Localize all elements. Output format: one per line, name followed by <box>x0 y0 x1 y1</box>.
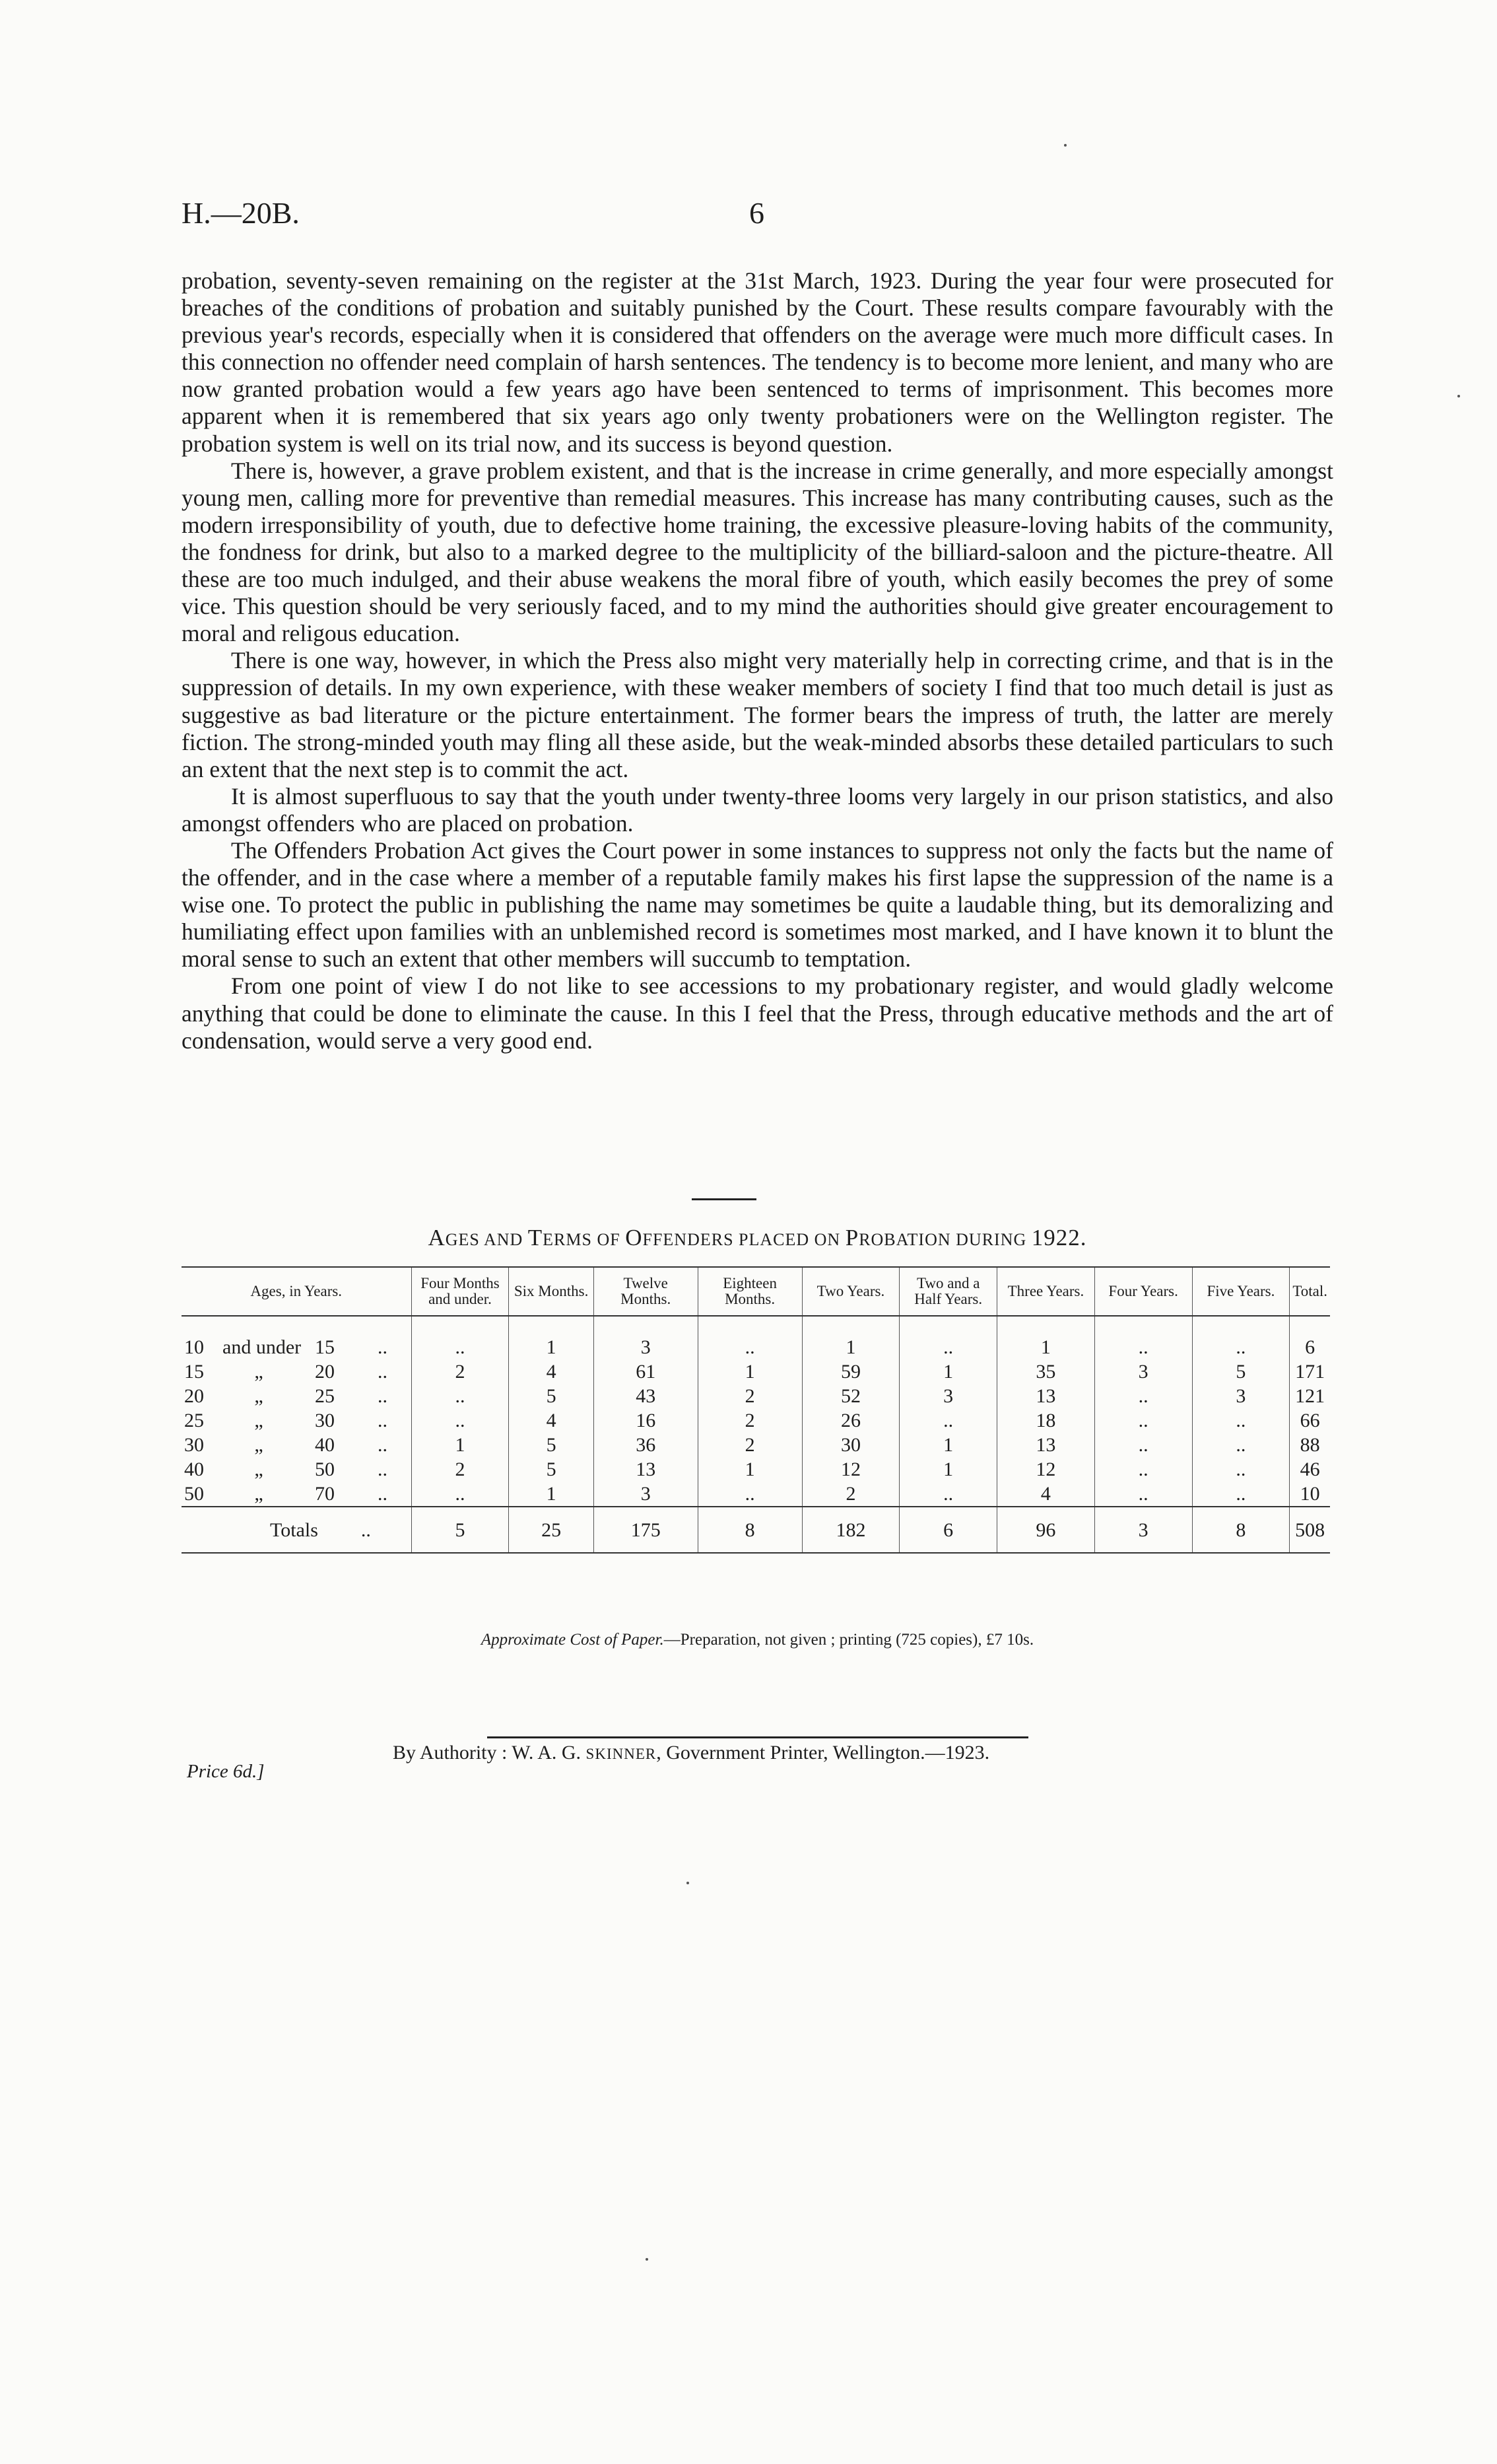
paper-speck <box>1457 395 1460 397</box>
column-header: Total. <box>1290 1267 1330 1316</box>
age-range-cell: 50 „ 70 .. <box>184 1483 387 1505</box>
cost-note-label: Approximate Cost of Paper. <box>481 1631 664 1649</box>
table-cell: 2 <box>411 1359 509 1384</box>
table-cell: 35 <box>997 1359 1095 1384</box>
column-header: Ages, in Years. <box>182 1267 411 1316</box>
table-cell: 1 <box>509 1482 593 1507</box>
table-cell: .. <box>1192 1482 1290 1507</box>
table-cell: 3 <box>1192 1384 1290 1408</box>
total-cell: 508 <box>1290 1507 1330 1553</box>
table-cell: 5 <box>1192 1359 1290 1384</box>
price-note: Price 6d.] <box>187 1761 265 1782</box>
table-cell: 2 <box>411 1457 509 1482</box>
total-cell: 25 <box>509 1507 593 1553</box>
table-cell: 43 <box>593 1384 698 1408</box>
table-cell: .. <box>698 1316 802 1359</box>
table-cell: .. <box>1094 1384 1192 1408</box>
table-cell: 12 <box>997 1457 1095 1482</box>
table-cell: 36 <box>593 1433 698 1457</box>
table-cell: 1 <box>900 1359 997 1384</box>
column-header: Six Months. <box>509 1267 593 1316</box>
table-row <box>182 1482 1330 1507</box>
table-cell: .. <box>1094 1433 1192 1457</box>
printer-authority: By Authority : W. A. G. SKINNER, Government Printer, Wellington.—1923. <box>393 1742 990 1763</box>
paper-speck <box>646 2258 648 2261</box>
table-header-row <box>182 1267 1330 1316</box>
paragraph: The Offenders Probation Act gives the Court power in some instances to suppress not only the facts but the name of the offender, and in the case where a member of a reputable family makes his first lapse the suppression of the name is a wise one. To protect the public in publishing the name may sometimes be quite a laudable thing, but its demoralizing and humiliating effect upon families with an unblemished record is sometimes most marked, and I have known it to blunt the moral sense to such an extent that other members will succumb to temptation. <box>182 837 1333 973</box>
table-cell: 171 <box>1290 1359 1330 1384</box>
footer-divider <box>487 1736 1028 1738</box>
column-header: Four Months and under. <box>411 1267 509 1316</box>
table-cell: 4 <box>997 1482 1095 1507</box>
table-cell: .. <box>411 1316 509 1359</box>
probation-table <box>182 1266 1330 1554</box>
body-text <box>182 267 1333 1054</box>
table-cell: 3 <box>900 1384 997 1408</box>
table-cell: .. <box>698 1482 802 1507</box>
paper-speck <box>686 1882 689 1884</box>
table-cell: .. <box>1192 1408 1290 1433</box>
table-cell: 5 <box>509 1457 593 1482</box>
table-cell: 4 <box>509 1359 593 1384</box>
paragraph: There is one way, however, in which the Press also might very materially help in correcting crime, and that is in the suppression of details. In my own experience, with these weaker members of society I find that too much detail is just as suggestive as bad literature or the picture entertainment. The former bears the impress of truth, the latter are merely fiction. The strong-minded youth may fling all these aside, but the weak-minded absorbs these detailed particulars to such an extent that the next step is to commit the act. <box>182 647 1333 782</box>
table-cell: .. <box>1094 1316 1192 1359</box>
table-cell: 5 <box>509 1384 593 1408</box>
table-cell: .. <box>1192 1316 1290 1359</box>
totals-label-cell: Totals .. <box>182 1507 411 1553</box>
page-header <box>182 195 1340 235</box>
table-cell: 1 <box>509 1316 593 1359</box>
table-cell: 4 <box>509 1408 593 1433</box>
total-cell: 3 <box>1094 1507 1192 1553</box>
paragraph: From one point of view I do not like to see accessions to my probationary register, and would gladly welcome anything that could be done to eliminate the cause. In this I feel that the Press, through educative methods and the art of condensation, would serve a very good end. <box>182 973 1333 1054</box>
table-cell: .. <box>411 1384 509 1408</box>
total-cell: 5 <box>411 1507 509 1553</box>
table-row <box>182 1384 1330 1408</box>
table-cell: 1 <box>698 1457 802 1482</box>
table-cell: 61 <box>593 1359 698 1384</box>
table-cell: 66 <box>1290 1408 1330 1433</box>
table-cell: .. <box>411 1482 509 1507</box>
paragraph: It is almost superfluous to say that the youth under twenty-three looms very largely in our prison statistics, and also amongst offenders who are placed on probation. <box>182 782 1333 837</box>
table-cell: .. <box>900 1482 997 1507</box>
table-cell: 46 <box>1290 1457 1330 1482</box>
age-range-cell: 40 „ 50 .. <box>184 1458 387 1480</box>
table-row <box>182 1316 1330 1359</box>
section-divider <box>692 1198 756 1200</box>
table-cell: .. <box>1192 1433 1290 1457</box>
table-cell: 2 <box>698 1433 802 1457</box>
table-cell: 1 <box>900 1457 997 1482</box>
table-cell: 30 <box>802 1433 900 1457</box>
table-cell: 26 <box>802 1408 900 1433</box>
table-cell: 3 <box>1094 1359 1192 1384</box>
column-header: Two Years. <box>802 1267 900 1316</box>
table-cell: 13 <box>997 1433 1095 1457</box>
table-cell: 2 <box>698 1384 802 1408</box>
table-cell: 2 <box>698 1408 802 1433</box>
table-cell: 1 <box>997 1316 1095 1359</box>
column-header: Five Years. <box>1192 1267 1290 1316</box>
total-cell: 182 <box>802 1507 900 1553</box>
table-cell: .. <box>900 1316 997 1359</box>
printer-name: SKINNER <box>585 1746 657 1762</box>
table-caption: AGES AND TERMS OF OFFENDERS PLACED ON PROBATION DURING 1922. <box>428 1225 1087 1250</box>
column-header: Three Years. <box>997 1267 1095 1316</box>
table-cell: .. <box>900 1408 997 1433</box>
column-header: Four Years. <box>1094 1267 1192 1316</box>
table-cell: 12 <box>802 1457 900 1482</box>
table-cell: 3 <box>593 1316 698 1359</box>
age-range-cell: 20 „ 25 .. <box>184 1385 387 1407</box>
table-cell: 13 <box>997 1384 1095 1408</box>
table-cell: 1 <box>411 1433 509 1457</box>
cost-note-text: —Preparation, not given ; printing (725 copies), £7 10s. <box>663 1631 1034 1649</box>
table-cell: 18 <box>997 1408 1095 1433</box>
table-row <box>182 1359 1330 1384</box>
paragraph: There is, however, a grave problem existent, and that is the increase in crime generally, and more especially amongst young men, calling more for preventive than remedial measures. This increase has many contributing causes, such as the modern irresponsibility of youth, due to defective home training, the excessive pleasure-loving habits of the community, the fondness for drink, but also to a marked degree to the multiplicity of the billiard-saloon and the picture-theatre. All these are too much indulged, and their abuse weakens the moral fibre of youth, which easily becomes the prey of some vice. This question should be very seriously faced, and to my mind the authorities should give greater encouragement to moral and religous education. <box>182 457 1333 647</box>
table-cell: .. <box>1094 1457 1192 1482</box>
table-cell: 5 <box>509 1433 593 1457</box>
table-cell: 10 <box>1290 1482 1330 1507</box>
table-cell: 16 <box>593 1408 698 1433</box>
table-cell: 52 <box>802 1384 900 1408</box>
age-range-cell: 30 „ 40 .. <box>184 1434 387 1456</box>
table-row <box>182 1433 1330 1457</box>
age-range-cell: 15 „ 20 .. <box>184 1361 387 1383</box>
table-cell: 13 <box>593 1457 698 1482</box>
paper-speck <box>1064 144 1067 147</box>
table-cell: .. <box>1094 1408 1192 1433</box>
table-cell: .. <box>1094 1482 1192 1507</box>
total-cell: 175 <box>593 1507 698 1553</box>
total-cell: 6 <box>900 1507 997 1553</box>
totals-row <box>182 1507 1330 1553</box>
table-cell: 1 <box>900 1433 997 1457</box>
table-row <box>182 1457 1330 1482</box>
column-header: Eighteen Months. <box>698 1267 802 1316</box>
age-range-cell: 10 and under 15 .. <box>184 1336 387 1358</box>
cost-note <box>182 1631 1333 1649</box>
total-cell: 8 <box>698 1507 802 1553</box>
table-cell: 1 <box>698 1359 802 1384</box>
column-header: Twelve Months. <box>593 1267 698 1316</box>
table-cell: 59 <box>802 1359 900 1384</box>
table-cell: 2 <box>802 1482 900 1507</box>
total-cell: 96 <box>997 1507 1095 1553</box>
total-cell: 8 <box>1192 1507 1290 1553</box>
age-range-cell: 25 „ 30 .. <box>184 1410 387 1431</box>
table-cell: 6 <box>1290 1316 1330 1359</box>
table-cell: 1 <box>802 1316 900 1359</box>
table-cell: 88 <box>1290 1433 1330 1457</box>
table-cell: 3 <box>593 1482 698 1507</box>
table-cell: .. <box>411 1408 509 1433</box>
paragraph: probation, seventy-seven remaining on the register at the 31st March, 1923. During the year four were prosecuted for breaches of the conditions of probation and suitably punished by the Court. These results compare favourably with the previous year's records, especially when it is considered that offenders on the average were much more difficult cases. In this connection no offender need complain of harsh sentences. The tendency is to become more lenient, and many who are now granted probation would a few years ago have been sentenced to terms of imprisonment. This becomes more apparent when it is remembered that six years ago only twenty probationers were on the Wellington register. The probation system is well on its trial now, and its success is beyond question. <box>182 267 1333 457</box>
running-head: H.—20B. <box>182 196 300 230</box>
table-cell: 121 <box>1290 1384 1330 1408</box>
table-cell: .. <box>1192 1457 1290 1482</box>
table-row <box>182 1408 1330 1433</box>
column-header: Two and a Half Years. <box>900 1267 997 1316</box>
page-number: 6 <box>749 196 764 230</box>
